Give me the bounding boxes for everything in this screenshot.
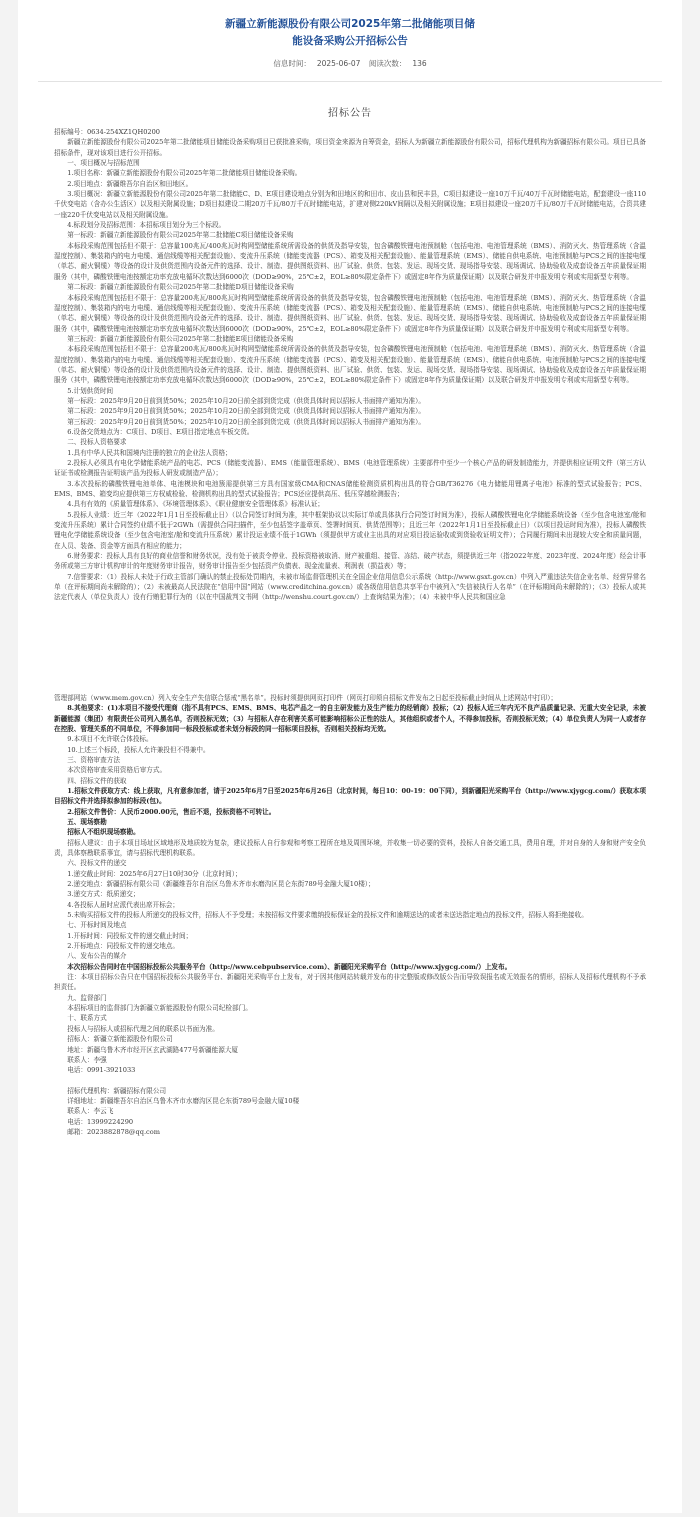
paragraph: 本标段采购范围包括但不限于：总容量200兆瓦/800兆瓦时构网型储能系统所需设备的供货及指导安装，包含磷酸铁锂电池预制舱（包括电池、电池管理系统（BMS）、消防灭火、热管理系统（含温湿度控制）、集装箱内的电力电缆、通信线缆等相关配套设施）、变流升压系统（储能变流器（PCS）、箱变及相关配套设施）、能量管理系统（EMS）、储能自供电系统、电池预制舱与PCS之间的连接电缆（单芯、耐火铜缆）等设备的设计及供货范围内设备元件的选择、设计、制造、提供图纸资料、出厂试验、供货、包装、发运、现场交货、现场指导安装、现场调试、协助验收及成套设备五年质量保证期服务（其中，磷酸铁锂电池按额定功率充放电循环次数达到6000次（DOD≥90%，25℃±2，EOL≥80%限定条件下）或固定8年作为质量保证期）以及联合研发并申报发明专利或实用新型专利等。 (54, 345, 646, 385)
paragraph: 1.项目名称：新疆立新能源股份有限公司2025年第二批储能项目储能设备采购。 (67, 169, 302, 178)
title-line-1: 新疆立新能源股份有限公司2025年第二批储能项目储 (225, 18, 475, 30)
paragraph: 本次招标公告同时在中国招标投标公共服务平台（http://www.cebpubservice.com）、新疆阳光采购平台（http://www.xjygcg.com/）上发布。 (67, 962, 512, 971)
title-line-2: 能设备采购公开招标公告 (292, 35, 408, 47)
paragraph: 2.递交地点：新疆招标有限公司（新疆维吾尔自治区乌鲁木齐市水磨沟区昆仑东街789号金融大厦10楼）； (67, 880, 375, 888)
paragraph: 地址：新疆乌鲁木齐市经开区玄武湖路477号新疆能源大厦 (67, 1045, 239, 1054)
paragraph: 第一标段：2025年9月20日前到货50%；2025年10月20日前全部到货完成（供货具体时间以招标人书面排产通知为准）。 (67, 396, 425, 405)
paragraph: 本招标项目的监督部门为新疆立新能源股份有限公司纪检部门。 (67, 1004, 252, 1013)
paragraph: 3.项目概况：新疆立新能源股份有限公司2025年第二批储能C、D、E项目建设地点分别为和田地区的和田市、皮山县和民丰县，C项目拟建设一座10万千瓦/40万千瓦时储能电站，配套建设一座110千伏变电站（含办公生活区）以及相关附属设施；D项目拟建设二期20万千瓦/80万千瓦时储能电站，扩建对侧220kV间隔以及相关附属设施；E项目拟建设一座20万千瓦/80万千瓦时储能电站，合资共建一座220千伏变电站以及相关附属设施。 (54, 190, 646, 219)
announcement-body-part-2 (18, 693, 682, 1137)
paragraph: 本标段采购范围包括但不限于：总容量200兆瓦/800兆瓦时构网型储能系统所需设备的供货及指导安装，包含磷酸铁锂电池预制舱（包括电池、电池管理系统（BMS）、消防灭火、热管理系统（含温湿度控制）、集装箱内的电力电缆、通信线缆等相关配套设施）、变流升压系统（储能变流器（PCS）、箱变及相关配套设施）、能量管理系统（EMS）、储能自供电系统、电池预制舱与PCS之间的连接电缆（单芯、耐火铜缆）等设备的设计及供货范围内设备元件的选择、设计、制造、提供图纸资料、出厂试验、供货、包装、发运、现场交货、现场指导安装、现场调试、协助验收及成套设备五年质量保证期服务（其中，磷酸铁锂电池按额定功率充放电循环次数达到6000次（DOD≥90%，25℃±2，EOL≥80%限定条件下）或固定8年作为质量保证期）以及联合研发并申报发明专利或实用新型专利等。 (54, 293, 646, 333)
paragraph: 2.项目地点：新疆维吾尔自治区和田地区。 (67, 179, 193, 188)
paragraph: 招标人：新疆立新能源股份有限公司 (67, 1035, 173, 1044)
paragraph: 6.设备交货地点为：C项目、D项目、E项目指定地点车板交货。 (67, 427, 254, 436)
paragraph: 第三标段：2025年9月20日前到货50%；2025年10月20日前全部到货完成（供货具体时间以招标人书面排产通知为准）。 (67, 417, 425, 426)
paragraph: 3.递交方式：纸质递交； (67, 890, 140, 899)
paragraph: 1.开标时间：同投标文件的递交截止时间； (67, 931, 193, 940)
paragraph: 新疆立新能源股份有限公司2025年第二批储能项目储能设备采购项目已获批准采购，项目资金来源为自筹资金，招标人为新疆立新能源股份有限公司，招标代理机构为新疆招标有限公司。项目已具备招标条件，现对该项目进行公开招标。 (54, 138, 646, 157)
paragraph: 第三标段：新疆立新能源股份有限公司2025年第二批储能E项目储能设备采购 (67, 334, 294, 343)
divider (38, 81, 662, 82)
paragraph: 十、联系方式 (67, 1014, 107, 1023)
meta-bar (18, 58, 682, 69)
paragraph: 一、项目概况与招标范围 (67, 159, 140, 168)
paragraph: 电话：13999224290 (67, 1117, 134, 1126)
paragraph: 1.招标文件获取方式：线上获取，凡有意参加者，请于2025年6月7日至2025年6月26日（北京时间，每日10：00-19：00下同），到新疆阳光采购平台（http://www.xjygcg.com/）获取本项目招标文件并选择拟参加的标段(包)。 (54, 786, 646, 806)
paragraph: 招标代理机构：新疆招标有限公司 (67, 1086, 167, 1095)
paragraph: 详细地址：新疆维吾尔自治区乌鲁木齐市水磨沟区昆仑东街789号金融大厦10楼 (67, 1096, 300, 1105)
paragraph: 投标人与招标人或招标代理之间的联系以书面为准。 (67, 1024, 219, 1033)
document-heading: 招标公告 (328, 108, 372, 119)
paragraph: 6.财务要求：投标人具有良好的商业信誉和财务状况，没有处于被责令停业、投标资格被取消、财产被重组、接管、冻结、破产状态，须提供近三年（指2022年度、2023年度、2024年度）经会计事务所或第三方审计机构审计的年度财务审计报告，财务审计报告至少包括资产负债表、现金流量表、利润表（损益表）等； (54, 552, 646, 571)
views-label: 阅读次数： (368, 59, 407, 68)
paragraph: 管理部网站（www.mem.gov.cn）列入安全生产失信联合惩戒“黑名单”。投标时须提供网页打印件（网页打印须自招标文件发布之日起至投标截止时间从上述网站中打印）； (54, 693, 558, 702)
paragraph: 本标段采购范围包括但不限于：总容量100兆瓦/400兆瓦时构网型储能系统所需设备的供货及指导安装，包含磷酸铁锂电池预制舱（包括电池、电池管理系统（BMS）、消防灭火、热管理系统（含温湿度控制）、集装箱内的电力电缆、通信线缆等相关配套设施）、变流升压系统（储能变流器（PCS）、箱变及相关配套设施）、能量管理系统（EMS）、储能自供电系统、电池预制舱与PCS之间的连接电缆（单芯、耐火铜缆）等设备的设计及供货范围内设备元件的选择、设计、制造、提供图纸资料、出厂试验、供货、包装、发运、现场交货、现场指导安装、现场调试、协助验收及成套设备五年质量保证期服务（其中，磷酸铁锂电池按额定功率充放电循环次数达到6000次（DOD≥90%，25℃±2，EOL≥80%限定条件下）或固定8年作为质量保证期）以及联合研发并申报发明专利或实用新型专利等。 (54, 241, 646, 281)
paragraph: 联系人：李强 (67, 1055, 107, 1064)
paragraph: 邮箱：2023882878@qq.com (67, 1127, 160, 1136)
info-time: 2025-06-07 (316, 59, 361, 68)
paragraph: 7.信誉要求：（1）投标人未处于行政主管部门确认的禁止投标处罚期内，未被市场监督管理机关在全国企业信用信息公示系统（http://www.gsxt.gov.cn）中列入严重违法失信企业名单、经营异常名单（在评标期间尚未解除的）；（2）未被最高人民法院在“信用中国”网站（www.creditchina.gov.cn）或各级信用信息共享平台中被列入“失信被执行人名单”（在评标期间尚未解除的）；（3）投标人或其法定代表人（单位负责人）没有行贿犯罪行为的（以在中国裁判文书网（http://wenshu.court.gov.cn/）上查询结果为准）；（4）未被中华人民共和国应急 (54, 572, 646, 602)
paragraph: 三、资格审查方法 (67, 755, 120, 764)
paragraph: 注：本项目招标公告只在中国招标投标公共服务平台、新疆阳光采购平台上发布，对于因其他网站转载并发布的非完整版或修改版公告而导致误报名或无效报名的情形，招标人及招标代理机构不予承担责任。 (54, 973, 646, 992)
paragraph: 4.各投标人届时应派代表出席开标会； (67, 900, 179, 909)
paragraph: 4.标段划分及招标范围：本招标项目划分为三个标段。 (67, 221, 226, 230)
paragraph: 六、投标文件的递交 (67, 859, 127, 868)
paragraph: 5.投标人业绩：近三年（2022年1月1日至投标截止日）（以合同签订时间为准，其中框架协议以实际订单或具体执行合同签订时间为准），投标人磷酸铁锂电化学储能系统设备（至少包含电池室/舱和变流升压系统）累计合同签约业绩不低于2GWh（需提供合同扫描件，至少包括签字盖章页、签署时间页、供货范围等）；且近三年（2022年1月1日至投标截止日）（以项目投运时间为准），投标人磷酸铁锂电化学储能系统设备（至少包含电池室/舱和变流升压系统）累计投运业绩不低于1GWh（须提供甲方或业主出具的对应项目投运验收或到货验收证明文件）；合同履行期间未出现较大安全和质量问题，在人员、装备、资金等方面具有相应的能力； (54, 510, 646, 550)
paragraph: 五、现场察勘 (67, 817, 107, 826)
paragraph: 2.招标文件售价：人民币2000.00元，售后不退，投标资格不可转让。 (67, 807, 276, 816)
paragraph: 联系人：李云飞 (67, 1107, 114, 1116)
paragraph: 4.具有有效的《质量管理体系》、《环境管理体系》、《职业健康安全管理体系》标准认证； (67, 500, 325, 509)
paragraph: 招标人不组织现场察勘。 (67, 828, 140, 837)
paragraph: 招标人建议：由于本项目场址区域地形及地质较为复杂，建议投标人自行参观和考察工程所在地及周围环境，并收集一切必要的资料，投标人自备交通工具，费用自理，并对自身的人身和财产安全负责，具体察勘联系事宜，请与招标代理机构联系。 (54, 838, 646, 857)
info-time-label: 信息时间： (273, 59, 311, 68)
blank-gap (18, 603, 682, 685)
paragraph: 9.本项目不允许联合体投标。 (67, 735, 153, 744)
paragraph: 5.计划供货时间 (67, 386, 114, 395)
paragraph: 5.未购买招标文件的投标人所递交的投标文件，招标人不予受理；未按招标文件要求缴纳投标保证金的投标文件和逾期送达的或者未送达指定地点的投标文件，招标人将拒绝接收。 (67, 911, 588, 920)
paragraph: 3.本次投标的磷酸铁锂电池单体、电池模块和电池簇需提供第三方具有国家级CMA和CNAS储能检测资质机构出具的符合GB/T36276《电力储能用锂离子电池》标准的型式试验报告；PCS、EMS、BMS、箱变均应提供第三方权威检验、检测机构出具的型式试验报告；PCS还应提供高压、低压穿越检测报告； (54, 479, 646, 499)
paragraph: 招标编号：0634-254XZ1QH0200 (54, 128, 160, 136)
paragraph: 四、招标文件的获取 (67, 776, 127, 785)
paragraph: 2.投标人必须具有电化学储能系统产品的电芯、PCS（储能变流器）、EMS（能量管理系统）、BMS（电池管理系统）主要部件中至少一个核心产品的研发制造能力，并提供相应证明文件（第三方认证证书或检测报告证明该产品为投标人研发或制造产品）； (54, 459, 646, 478)
paragraph: 电话：0991-3921033 (67, 1066, 136, 1075)
paragraph: 本次资格审查采用资格后审方式。 (67, 766, 167, 775)
paragraph: 七、开标时间及地点 (67, 921, 127, 930)
paragraph: 1.具有中华人民共和国境内注册的独立的企业法人资格； (67, 448, 232, 457)
views-count: 136 (412, 59, 427, 68)
paragraph: 1.递交截止时间：2025年6月27日10时30分（北京时间）； (67, 869, 242, 878)
paragraph: 第二标段：新疆立新能源股份有限公司2025年第二批储能D项目储能设备采购 (67, 283, 294, 292)
paragraph: 二、投标人资格要求 (67, 438, 127, 447)
paragraph: 10.上述三个标段，投标人允许兼投但不得兼中。 (67, 745, 210, 754)
announcement-page (18, 0, 682, 1513)
announcement-body-part-1 (18, 127, 682, 603)
paragraph: 八、发布公告的媒介 (67, 952, 127, 961)
paragraph: 九、监督部门 (67, 993, 107, 1002)
paragraph: 8.其他要求：(1)本项目不接受代理商（指不具有PCS、EMS、BMS、电芯产品之一的自主研发能力及生产能力的经销商）投标；（2）投标人近三年内无不良产品质量记录、无重大安全记录，未被新疆能源（集团）有限责任公司列入黑名单，否则投标无效；（3）与招标人存在利害关系可能影响招标公正性的法人，其他组织或者个人，不得参加投标，否则投标无效；（4）单位负责人为同一人或者存在控股、管理关系的不同单位，不得参加同一标段投标或者未划分标段的同一招标项目投标，否则相关投标均无效。 (54, 704, 646, 733)
paragraph (54, 1076, 646, 1086)
paragraph: 2.开标地点：同投标文件的递交地点。 (67, 942, 179, 951)
paragraph: 第二标段：2025年9月20日前到货50%；2025年10月20日前全部到货完成（供货具体时间以招标人书面排产通知为准）。 (67, 407, 425, 416)
page-title (18, 0, 682, 50)
paragraph: 第一标段：新疆立新能源股份有限公司2025年第二批储能C项目储能设备采购 (67, 231, 294, 240)
